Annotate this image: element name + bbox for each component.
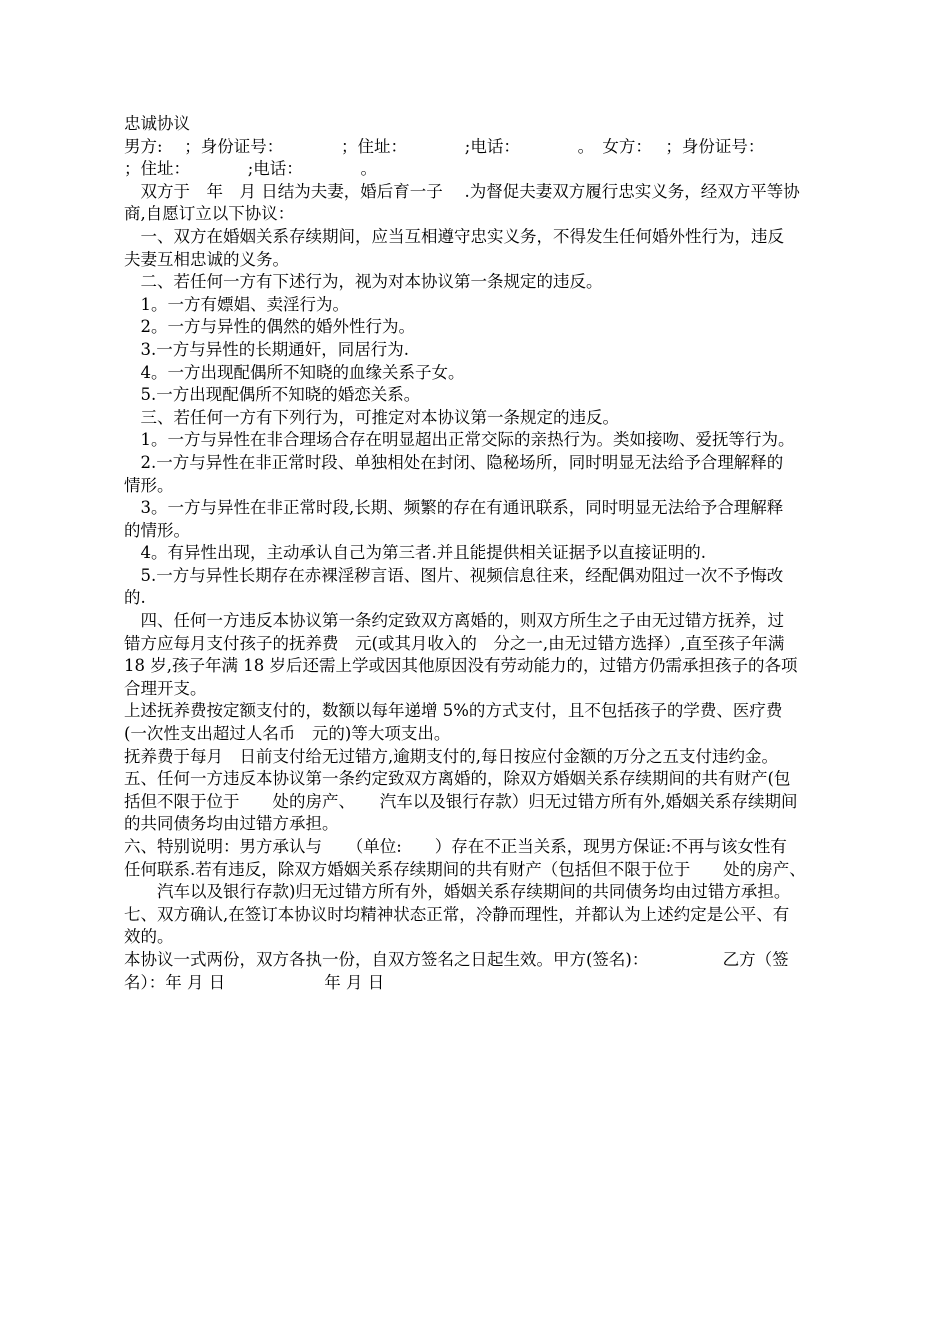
party-info-line: 男方: ；身份证号： ；住址： ;电话： 。 女方： ；身份证号：: [124, 136, 765, 156]
clause-six-line: 六、特别说明：男方承认与 （单位: ）存在不正当关系，现男方保证:不再与该女性有: [124, 837, 787, 856]
party-info-line: ；住址： ;电话： 。: [124, 159, 378, 179]
clause-four-line: 四、任何一方违反本协议第一条约定致双方离婚的，则双方所生之子由无过错方抚养，过: [124, 611, 784, 631]
preamble-line: 双方于 年 月 日结为夫妻，婚后育一子 .为督促夫妻双方履行忠实义务，经双方平等协: [124, 181, 800, 201]
clause-four-line: 18 岁,孩子年满 18 岁后还需上学或因其他原因没有劳动能力的，过错方仍需承担孩子的各项: [124, 656, 798, 676]
clause-three-item: 的情形。: [124, 520, 190, 540]
preamble-line: 商,自愿订立以下协议：: [124, 204, 295, 224]
clause-one-line: 一、双方在婚姻关系存续期间，应当互相遵守忠实义务，不得发生任何婚外性行为，违反: [124, 226, 784, 246]
support-payment-line: 抚养费于每月 日前支付给无过错方,逾期支付的,每日按应付金额的万分之五支付违约金。: [124, 746, 778, 766]
clause-seven-line: 效的。: [124, 927, 174, 947]
document-body: [124, 113, 836, 994]
clause-five-line: 五、任何一方违反本协议第一条约定致双方离婚的，除双方婚姻关系存续期间的共有财产(包: [124, 769, 791, 789]
clause-two-item: 2。一方与异性的偶然的婚外性行为。: [124, 317, 415, 337]
clause-three-item: 5.一方与异性长期存在赤裸淫秽言语、图片、视频信息往来，经配偶劝阻过一次不予悔改: [124, 565, 784, 585]
clause-four-line: 合理开支。: [124, 678, 207, 698]
clause-five-line: 括但不限于位于 处的房产、 汽车以及银行存款）归无过错方所有外,婚姻关系存续期间: [124, 791, 798, 811]
clause-three-item: 情形。: [124, 475, 174, 495]
clause-two-heading: 二、若任何一方有下述行为，视为对本协议第一条规定的违反。: [124, 272, 603, 292]
clause-two-item: 1。一方有嫖娼、卖淫行为。: [124, 294, 349, 314]
document-title: 忠诚协议: [124, 114, 190, 133]
clause-three-item: 的.: [124, 588, 146, 608]
clause-four-line: 错方应每月支付孩子的抚养费 元(或其月收入的 分之一,由无过错方选择）,直至孩子年满: [124, 633, 785, 653]
clause-six-line: 任何联系.若有违反，除双方婚姻关系存续期间的共有财产（包括但不限于位于 处的房产、: [124, 859, 806, 879]
clause-five-line: 的共同债务均由过错方承担。: [124, 814, 339, 834]
clause-three-item: 2.一方与异性在非正常时段、单独相处在封闭、隐秘场所，同时明显无法给予合理解释的: [124, 452, 784, 472]
clause-three-item: 1。一方与异性在非合理场合存在明显超出正常交际的亲热行为。类如接吻、爱抚等行为。: [124, 430, 795, 450]
support-payment-line: (一次性支出超过人名币 元的)等大项支出。: [124, 724, 451, 744]
clause-two-item: 5.一方出现配偶所不知晓的婚恋关系。: [124, 385, 421, 405]
clause-three-item: 3。一方与异性在非正常时段,长期、频繁的存在有通讯联系，同时明显无法给予合理解释: [124, 498, 784, 518]
clause-three-heading: 三、若任何一方有下列行为，可推定对本协议第一条规定的违反。: [124, 407, 619, 427]
clause-six-line: 汽车以及银行存款)归无过错方所有外，婚姻关系存续期间的共同债务均由过错方承担。: [124, 882, 791, 902]
signature-date-line: 名）：年 月 日 年 月 日: [124, 972, 385, 992]
clause-one-line: 夫妻互相忠诚的义务。: [124, 249, 289, 269]
support-payment-line: 上述抚养费按定额支付的，数额以每年递增 5%的方式支付，且不包括孩子的学费、医疗费: [124, 701, 783, 721]
clause-three-item: 4。有异性出现，主动承认自己为第三者.并且能提供相关证据予以直接证明的.: [124, 543, 706, 563]
signature-line: 本协议一式两份，双方各执一份，自双方签名之日起生效。甲方(签名)： 乙方（签: [124, 949, 789, 969]
clause-two-item: 4。一方出现配偶所不知晓的血缘关系子女。: [124, 362, 465, 382]
clause-seven-line: 七、双方确认,在签订本协议时均精神状态正常，冷静而理性，并都认为上述约定是公平、有: [124, 904, 790, 924]
clause-two-item: 3.一方与异性的长期通奸，同居行为.: [124, 339, 409, 359]
